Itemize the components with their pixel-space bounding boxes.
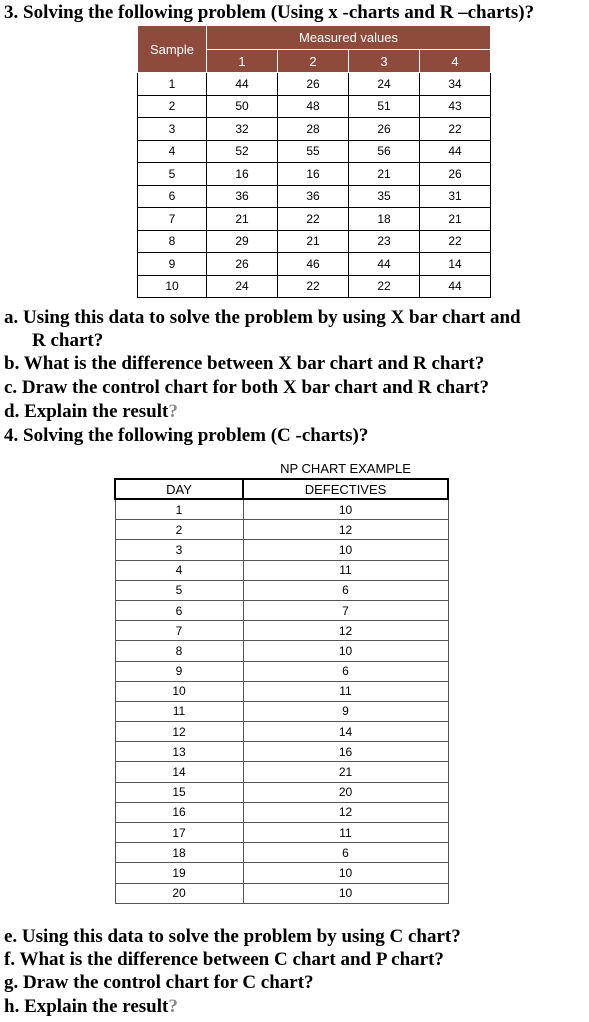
defectives-header: DEFECTIVES: [243, 479, 448, 499]
day-cell: 4: [115, 560, 243, 580]
value-cell: 22: [420, 118, 491, 141]
question-4f: f. What is the difference between C chart and P chart?: [4, 949, 444, 970]
question-4h-text: h. Explain the result: [4, 996, 169, 1017]
defectives-cell: 6: [243, 580, 448, 600]
day-cell: 6: [115, 600, 243, 620]
value-cell: 32: [207, 118, 278, 141]
column-header: 1: [207, 50, 278, 73]
table-row: [115, 823, 448, 843]
table-row: [115, 580, 448, 600]
value-cell: 44: [207, 73, 278, 96]
table-row: [115, 499, 448, 520]
day-cell: 17: [115, 823, 243, 843]
column-header: 4: [420, 50, 491, 73]
table-row: [115, 701, 448, 721]
sample-cell: 8: [138, 230, 207, 253]
value-cell: 21: [420, 208, 491, 231]
table-row: [115, 722, 448, 742]
value-cell: 16: [207, 163, 278, 186]
sample-cell: 5: [138, 163, 207, 186]
value-cell: 34: [420, 73, 491, 96]
sample-cell: 6: [138, 185, 207, 208]
value-cell: 26: [349, 118, 420, 141]
day-cell: 12: [115, 722, 243, 742]
value-cell: 22: [420, 230, 491, 253]
column-header: 2: [278, 50, 349, 73]
table-row: [138, 185, 491, 208]
question-4-text: Solving the following problem (C -charts)?: [23, 425, 369, 446]
question-3a-line-2: R chart?: [32, 330, 104, 351]
question-4-heading: [4, 425, 368, 447]
value-cell: 26: [278, 73, 349, 96]
measured-values-header: Measured values: [207, 26, 491, 50]
defectives-cell: 16: [243, 742, 448, 762]
question-3-text: Solving the following problem (Using x -charts and R –charts)?: [23, 2, 535, 23]
question-3d-text: d. Explain the result: [4, 401, 169, 422]
value-cell: 28: [278, 118, 349, 141]
day-cell: 19: [115, 863, 243, 883]
value-cell: 22: [278, 208, 349, 231]
defectives-cell: 9: [243, 701, 448, 721]
value-cell: 24: [207, 275, 278, 298]
value-cell: 50: [207, 95, 278, 118]
defectives-cell: 6: [243, 661, 448, 681]
table-row: [115, 621, 448, 641]
defectives-cell: 11: [243, 681, 448, 701]
table-row: [115, 863, 448, 883]
defectives-cell: 10: [243, 499, 448, 520]
question-3a-line-1: a. Using this data to solve the problem by using X bar chart and: [4, 307, 521, 328]
day-cell: 16: [115, 802, 243, 822]
day-cell: 1: [115, 499, 243, 520]
value-cell: 29: [207, 230, 278, 253]
table-row: [115, 681, 448, 701]
defectives-cell: 12: [243, 802, 448, 822]
table-row: [138, 253, 491, 276]
defectives-cell: 10: [243, 883, 448, 903]
sample-cell: 9: [138, 253, 207, 276]
table-row: [115, 802, 448, 822]
table-row: [115, 540, 448, 560]
day-cell: 15: [115, 782, 243, 802]
table-row: [138, 163, 491, 186]
sample-cell: 10: [138, 275, 207, 298]
question-3d: [4, 401, 178, 423]
day-cell: 2: [115, 520, 243, 540]
defectives-cell: 12: [243, 520, 448, 540]
value-cell: 44: [349, 253, 420, 276]
table-row: [138, 208, 491, 231]
sample-header: Sample: [138, 26, 207, 73]
column-header: 3: [349, 50, 420, 73]
defectives-cell: 7: [243, 600, 448, 620]
day-cell: 9: [115, 661, 243, 681]
sample-cell: 4: [138, 140, 207, 163]
question-mark: ?: [168, 401, 178, 422]
table-row: [138, 118, 491, 141]
day-cell: 18: [115, 843, 243, 863]
defectives-cell: 12: [243, 621, 448, 641]
value-cell: 21: [349, 163, 420, 186]
defectives-cell: 10: [243, 540, 448, 560]
defectives-cell: 10: [243, 863, 448, 883]
day-cell: 13: [115, 742, 243, 762]
table-row: [138, 230, 491, 253]
value-cell: 51: [349, 95, 420, 118]
value-cell: 44: [420, 275, 491, 298]
value-cell: 43: [420, 95, 491, 118]
value-cell: 36: [207, 185, 278, 208]
title-spacer: [115, 458, 243, 479]
question-mark: ?: [168, 996, 178, 1017]
value-cell: 48: [278, 95, 349, 118]
value-cell: 21: [278, 230, 349, 253]
value-cell: 31: [420, 185, 491, 208]
table-row: [115, 782, 448, 802]
value-cell: 44: [420, 140, 491, 163]
value-cell: 14: [420, 253, 491, 276]
value-cell: 46: [278, 253, 349, 276]
question-3-number: 3.: [4, 2, 19, 23]
value-cell: 16: [278, 163, 349, 186]
sample-cell: 2: [138, 95, 207, 118]
table-row: [138, 95, 491, 118]
np-chart-title: NP CHART EXAMPLE: [280, 460, 411, 476]
table-row: [138, 275, 491, 298]
sample-cell: 7: [138, 208, 207, 231]
value-cell: 21: [207, 208, 278, 231]
day-cell: 8: [115, 641, 243, 661]
defectives-cell: 11: [243, 823, 448, 843]
value-cell: 26: [207, 253, 278, 276]
value-cell: 36: [278, 185, 349, 208]
table-row: [138, 140, 491, 163]
value-cell: 26: [420, 163, 491, 186]
sample-cell: 1: [138, 73, 207, 96]
value-cell: 55: [278, 140, 349, 163]
question-4e: e. Using this data to solve the problem by using C chart?: [4, 926, 461, 947]
day-cell: 11: [115, 701, 243, 721]
table-row: [115, 883, 448, 903]
day-header: DAY: [115, 479, 243, 499]
measured-values-table: [137, 25, 491, 298]
sample-cell: 3: [138, 118, 207, 141]
defectives-cell: 6: [243, 843, 448, 863]
defectives-cell: 14: [243, 722, 448, 742]
question-4g: g. Draw the control chart for C chart?: [4, 972, 314, 993]
day-cell: 14: [115, 762, 243, 782]
value-cell: 22: [349, 275, 420, 298]
defectives-cell: 21: [243, 762, 448, 782]
question-3c: c. Draw the control chart for both X bar chart and R chart?: [4, 377, 489, 398]
value-cell: 52: [207, 140, 278, 163]
day-cell: 10: [115, 681, 243, 701]
value-cell: 22: [278, 275, 349, 298]
defectives-cell: 20: [243, 782, 448, 802]
table-row: [138, 73, 491, 96]
day-cell: 7: [115, 621, 243, 641]
table-row: [115, 560, 448, 580]
table-row: [115, 762, 448, 782]
value-cell: 24: [349, 73, 420, 96]
value-cell: 18: [349, 208, 420, 231]
question-4h: [4, 996, 178, 1018]
value-cell: 35: [349, 185, 420, 208]
table-row: [115, 742, 448, 762]
value-cell: 23: [349, 230, 420, 253]
day-cell: 5: [115, 580, 243, 600]
np-chart-table: [114, 458, 449, 904]
table-row: [115, 641, 448, 661]
defectives-cell: 10: [243, 641, 448, 661]
value-cell: 56: [349, 140, 420, 163]
table-row: [115, 520, 448, 540]
question-4-number: 4.: [4, 425, 19, 446]
defectives-cell: 11: [243, 560, 448, 580]
question-3b: b. What is the difference between X bar chart and R chart?: [4, 353, 485, 374]
question-3-heading: [4, 2, 534, 24]
day-cell: 20: [115, 883, 243, 903]
table-row: [115, 661, 448, 681]
day-cell: 3: [115, 540, 243, 560]
table-row: [115, 600, 448, 620]
table-row: [115, 843, 448, 863]
